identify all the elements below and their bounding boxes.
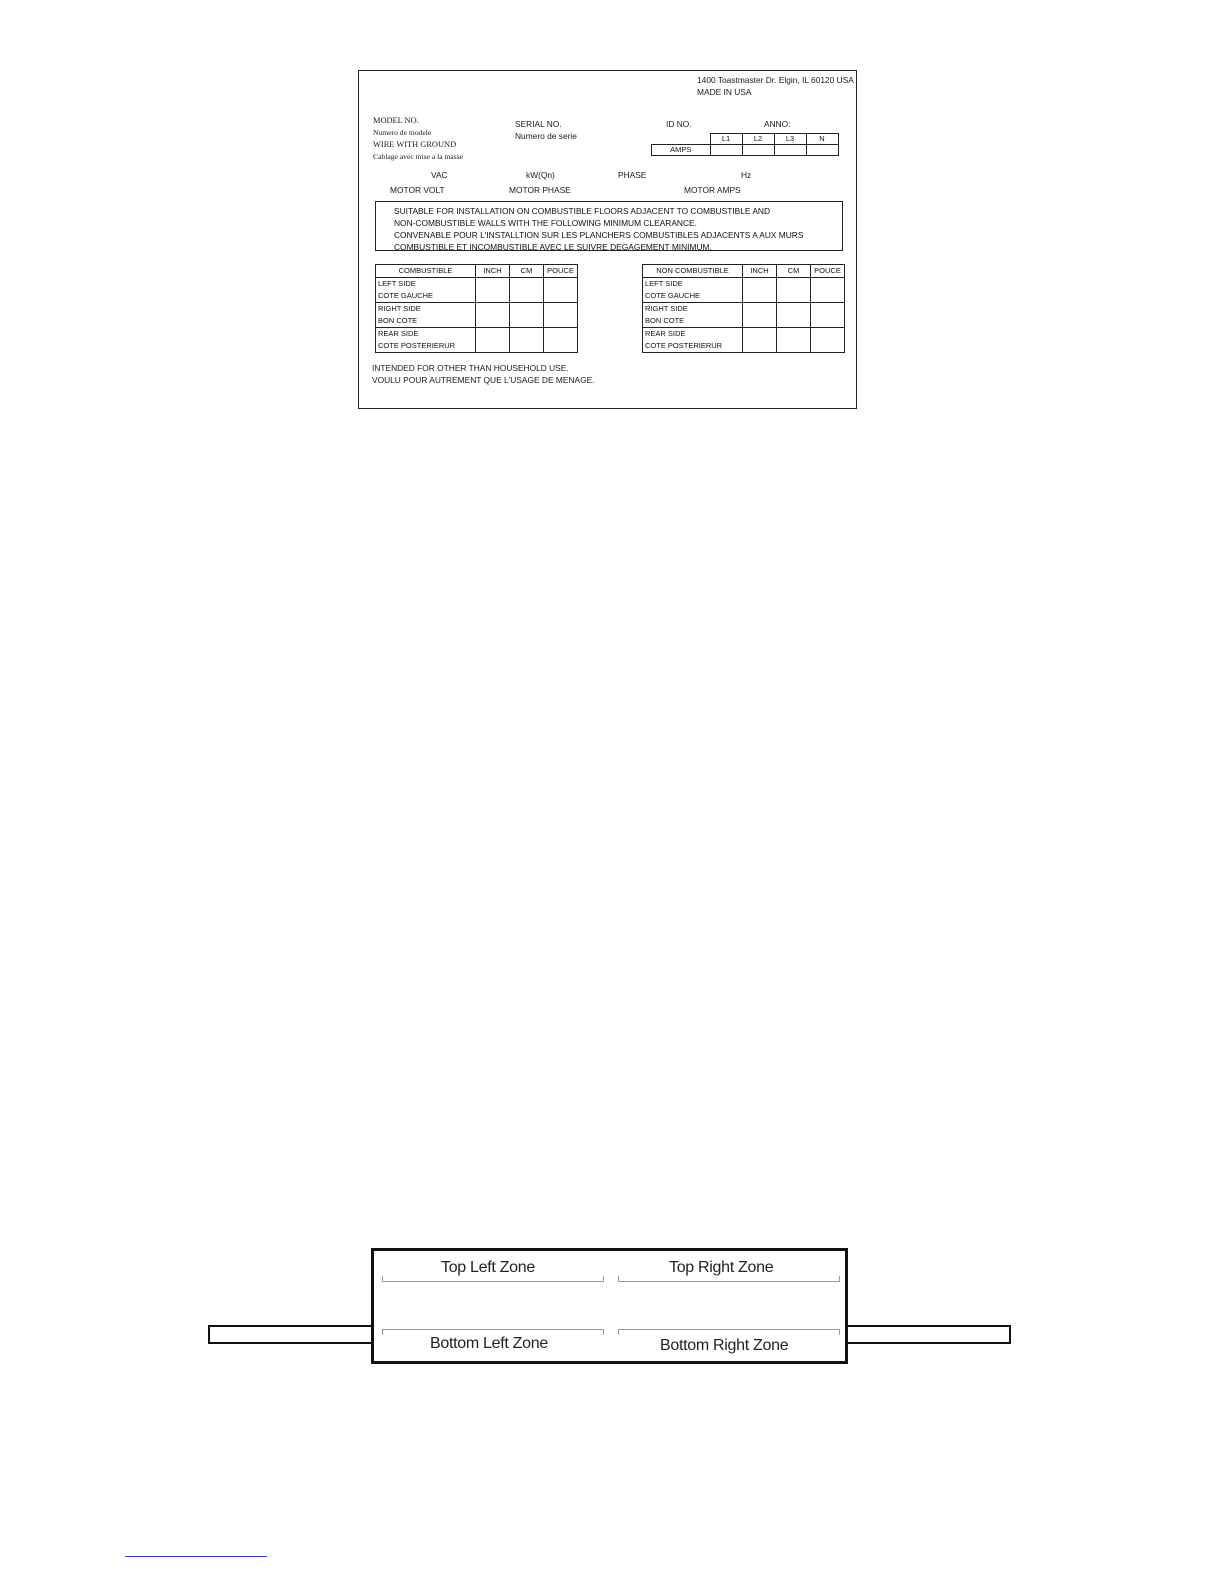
amps-cell <box>742 145 774 156</box>
combustible-clearance-table <box>375 264 578 353</box>
left-rail <box>208 1325 374 1344</box>
wire-ground-label: WIRE WITH GROUND <box>373 140 457 149</box>
value-cell <box>777 278 811 303</box>
table-header: COMBUSTIBLE <box>376 265 476 278</box>
table-row <box>643 303 845 328</box>
table-header: POUCE <box>811 265 845 278</box>
right-rail <box>845 1325 1011 1344</box>
table-header: INCH <box>743 265 777 278</box>
clearance-notice <box>375 201 843 251</box>
bottom-right-zone-label: Bottom Right Zone <box>660 1337 789 1354</box>
value-cell <box>811 303 845 328</box>
row-label-en: REAR SIDE <box>378 329 419 338</box>
table-header: CM <box>510 265 544 278</box>
rating-plate <box>358 70 857 409</box>
row-label <box>643 278 743 303</box>
kw-label: kW(Qn) <box>526 170 555 180</box>
manufacturer-address: 1400 Toastmaster Dr. Elgin, IL 60120 USA <box>697 75 854 85</box>
row-label-fr: COTE GAUCHE <box>378 291 434 300</box>
notice-line: CONVENABLE POUR L'INSTALLTION SUR LES PLANCHERS COMBUSTIBLES ADJACENTS A AUX MURS <box>394 230 804 240</box>
value-cell <box>476 303 510 328</box>
zone-diagram <box>371 1248 848 1364</box>
serial-no-label: SERIAL NO. <box>515 119 562 129</box>
bottom-left-zone-label: Bottom Left Zone <box>430 1335 548 1352</box>
row-label <box>376 303 476 328</box>
table-header: INCH <box>476 265 510 278</box>
row-label <box>376 328 476 353</box>
value-cell <box>743 278 777 303</box>
amps-grid <box>651 133 839 156</box>
intended-use-fr-label: VOULU POUR AUTREMENT QUE L'USAGE DE MENAGE. <box>372 375 595 385</box>
notice-line: SUITABLE FOR INSTALLATION ON COMBUSTIBLE FLOORS ADJACENT TO COMBUSTIBLE AND <box>394 206 771 216</box>
row-label <box>643 328 743 353</box>
phase-label: PHASE <box>618 170 647 180</box>
vac-label: VAC <box>431 170 448 180</box>
row-label-fr: COTE GAUCHE <box>645 291 701 300</box>
value-cell <box>510 278 544 303</box>
anno-label: ANNO: <box>764 119 791 129</box>
value-cell <box>811 328 845 353</box>
value-cell <box>544 278 578 303</box>
table-row <box>376 278 578 303</box>
table-row <box>376 328 578 353</box>
value-cell <box>476 328 510 353</box>
top-right-zone-bracket <box>618 1276 840 1282</box>
value-cell <box>510 328 544 353</box>
model-no-label: MODEL NO. <box>373 116 419 125</box>
row-label-fr: COTE POSTERIERUR <box>378 341 456 350</box>
amps-col-l2: L2 <box>742 134 774 145</box>
table-row <box>643 328 845 353</box>
model-no-fr-label: Numero de modele <box>373 128 432 137</box>
amps-label: AMPS <box>652 145 711 156</box>
notice-line: COMBUSTIBLE ET INCOMBUSTIBLE AVEC LE SUIVRE DEGAGEMENT MINIMUM. <box>394 242 712 252</box>
id-no-label: ID NO. <box>666 119 692 129</box>
hz-label: Hz <box>741 170 752 180</box>
value-cell <box>510 303 544 328</box>
value-cell <box>811 278 845 303</box>
value-cell <box>544 303 578 328</box>
row-label <box>376 278 476 303</box>
amps-col-n: N <box>806 134 838 145</box>
motor-amps-label: MOTOR AMPS <box>684 185 741 195</box>
value-cell <box>476 278 510 303</box>
table-row <box>643 278 845 303</box>
row-label <box>643 303 743 328</box>
table-header: NON COMBUSTIBLE <box>643 265 743 278</box>
row-label-en: LEFT SIDE <box>378 279 416 288</box>
intended-use-label: INTENDED FOR OTHER THAN HOUSEHOLD USE. <box>372 363 569 373</box>
wire-ground-fr-label: Cablage avec mise a la masse <box>373 152 464 161</box>
row-label-en: RIGHT SIDE <box>645 304 688 313</box>
top-right-zone-label: Top Right Zone <box>669 1259 774 1276</box>
amps-cell <box>774 145 806 156</box>
value-cell <box>743 328 777 353</box>
row-label-fr: BON COTE <box>645 316 685 325</box>
serial-no-fr-label: Numero de serie <box>515 131 577 141</box>
table-header: POUCE <box>544 265 578 278</box>
amps-cell <box>806 145 838 156</box>
row-label-en: RIGHT SIDE <box>378 304 421 313</box>
table-row <box>376 303 578 328</box>
table-header: CM <box>777 265 811 278</box>
motor-volt-label: MOTOR VOLT <box>390 185 445 195</box>
amps-col-l3: L3 <box>774 134 806 145</box>
value-cell <box>777 328 811 353</box>
top-left-zone-label: Top Left Zone <box>441 1259 535 1276</box>
notice-line: NON-COMBUSTIBLE WALLS WITH THE FOLLOWING MINIMUM CLEARANCE. <box>394 218 697 228</box>
row-label-fr: BON COTE <box>378 316 418 325</box>
value-cell <box>777 303 811 328</box>
amps-col-l1: L1 <box>710 134 742 145</box>
motor-phase-label: MOTOR PHASE <box>509 185 571 195</box>
made-in-label: MADE IN USA <box>697 87 752 97</box>
row-label-fr: COTE POSTERIERUR <box>645 341 723 350</box>
top-left-zone-bracket <box>382 1276 604 1282</box>
footnote-separator <box>125 1556 267 1557</box>
row-label-en: LEFT SIDE <box>645 279 683 288</box>
noncombustible-clearance-table <box>642 264 845 353</box>
bottom-right-zone-bracket <box>618 1329 840 1335</box>
amps-cell <box>710 145 742 156</box>
row-label-en: REAR SIDE <box>645 329 686 338</box>
value-cell <box>544 328 578 353</box>
value-cell <box>743 303 777 328</box>
